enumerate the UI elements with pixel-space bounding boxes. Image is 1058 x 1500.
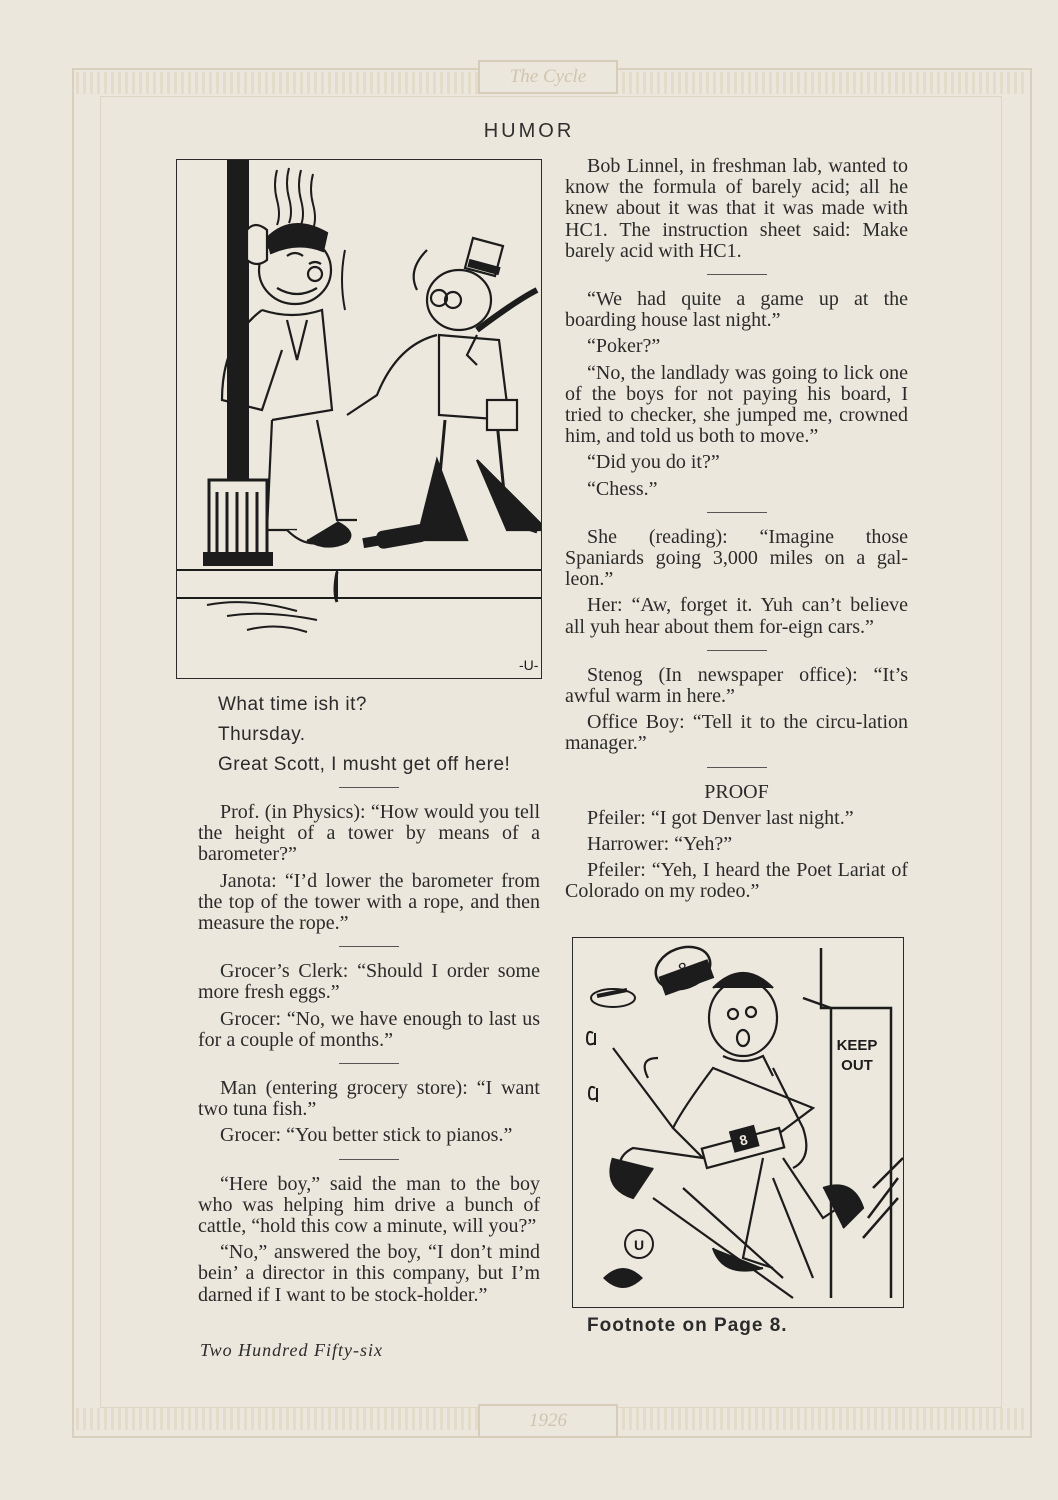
hat-label: 8 [676, 959, 691, 979]
sign-out: OUT [841, 1057, 873, 1074]
joke-line: “Here boy,” said the man to the boy who was helping him drive a bunch of cattle, “hold this cow a minute, will you?” [198, 1172, 540, 1238]
joke-line: “Did you do it?” [587, 451, 720, 474]
joke-line: “No, the landlady was going to lick one of the boys for not paying his board, I tried to checker, she jumped me, crowned him, and told us both to move.” [565, 361, 908, 448]
top-cartouche: The Cycle [478, 60, 618, 94]
divider [339, 787, 399, 788]
page-title: HUMOR [483, 120, 575, 142]
cartoon-signature: -U- [519, 657, 539, 673]
cartoon-office-boy-drawing [573, 938, 903, 1307]
joke-line: Prof. (in Physics): “How would you tell the height of a tower by means of a barometer?” [198, 801, 540, 866]
joke-line: “Chess.” [587, 477, 658, 500]
joke-line: Janota: “I’d lower the barometer from the top of the tower with a rope, and then measure the rope.” [198, 869, 540, 935]
cartoon-drunks [176, 159, 542, 679]
proof-heading: PROOF [704, 780, 769, 803]
joke-line: Man (entering grocery store): “I want two tuna fish.” [198, 1077, 540, 1121]
coat-label: 8 [737, 1131, 750, 1149]
joke-line: Pfeiler: “I got Denver last night.” [587, 806, 854, 829]
joke-line: Bob Linnel, in freshman lab, wanted to know the formula of barely acid; all he knew about it was that it was made with HC1. The instruction sheet said: Make barely acid with HC1. [565, 155, 908, 262]
joke-line: Grocer: “No, we have enough to last us for a couple of months.” [198, 1007, 540, 1051]
divider [707, 767, 767, 768]
joke-line: “Poker?” [587, 335, 661, 358]
right-column [565, 156, 908, 908]
joke-line: Stenog (In newspaper office): “It’s awful warm in here.” [565, 663, 908, 708]
divider [339, 946, 399, 947]
joke-line: Her: “Aw, forget it. Yuh can’t believe all yuh hear about them for-eign cars.” [565, 594, 908, 638]
joke-line: Grocer: “You better stick to pianos.” [220, 1124, 513, 1147]
page-number: Two Hundred Fifty-six [200, 1340, 383, 1360]
stamp-label: U [633, 1237, 645, 1253]
joke-line: Grocer’s Clerk: “Should I order some more fresh eggs.” [198, 960, 540, 1004]
divider [339, 1159, 399, 1160]
joke-line: She (reading): “Imagine those Spaniards going 3,000 miles on a gal-leon.” [565, 525, 908, 591]
joke-line: “We had quite a game up at the boarding house last night.” [565, 288, 908, 332]
cartoon-office-boy [572, 937, 904, 1308]
joke-line: Pfeiler: “Yeh, I heard the Poet Lariat of Colorado on my rodeo.” [565, 859, 908, 903]
joke-line: Harrower: “Yeh?” [587, 833, 733, 856]
bottom-cartouche: 1926 [478, 1404, 618, 1438]
divider [707, 274, 767, 275]
joke-line: “No,” answered the boy, “I don’t mind bein’ a director in this company, but I’m darned if I want to be stock-holder.” [198, 1241, 540, 1306]
left-column [198, 692, 540, 1311]
divider [707, 512, 767, 513]
cartoon-caption: Footnote on Page 8. [587, 1315, 788, 1336]
cartoon-caption-line: Thursday. [218, 724, 306, 745]
cartoon-drunks-drawing [177, 160, 541, 678]
divider [339, 1063, 399, 1064]
cartoon-caption-line: Great Scott, I musht get off here! [218, 754, 511, 775]
cartoon-caption-line: What time ish it? [218, 694, 367, 715]
joke-line: Office Boy: “Tell it to the circu-lation manager.” [565, 711, 908, 755]
sign-keep: KEEP [836, 1037, 878, 1054]
divider [707, 650, 767, 651]
